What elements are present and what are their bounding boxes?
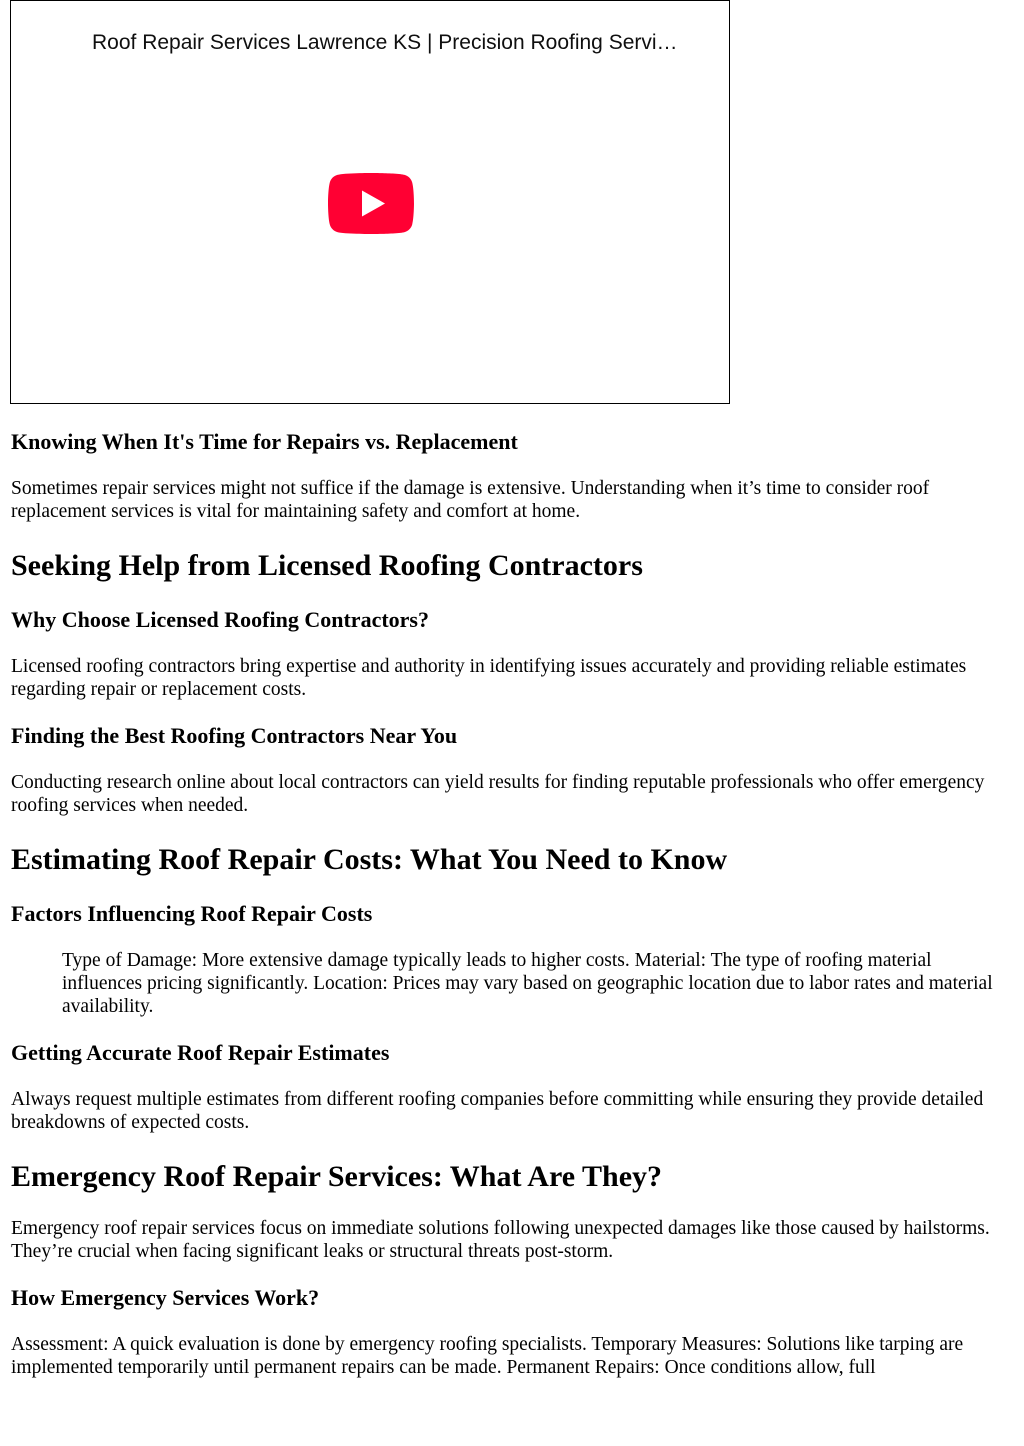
video-title[interactable]: Roof Repair Services Lawrence KS | Precision Roofing Servi… <box>92 31 678 54</box>
paragraph-repairs-vs-replacement: Sometimes repair services might not suffice if the damage is extensive. Understanding when it’s time to consider roof replacement services is vital for maintaining safety and comfort at home. <box>11 478 930 522</box>
heading-licensed-contractors: Seeking Help from Licensed Roofing Contractors <box>11 549 643 582</box>
article-content <box>11 428 996 1379</box>
heading-finding-contractors: Finding the Best Roofing Contractors Near You <box>11 723 458 748</box>
heading-cost-factors: Factors Influencing Roof Repair Costs <box>11 901 373 926</box>
video-embed[interactable] <box>10 0 730 404</box>
heading-repairs-vs-replacement: Knowing When It's Time for Repairs vs. Replacement <box>11 429 518 454</box>
paragraph-why-licensed: Licensed roofing contractors bring expertise and authority in identifying issues accurately and providing reliable estimates regarding repair or replacement costs. <box>11 656 967 700</box>
heading-emergency-services: Emergency Roof Repair Services: What Are They? <box>11 1160 663 1193</box>
blockquote-cost-factors: Type of Damage: More extensive damage typically leads to higher costs. Material: The type of roofing material influences pricing significantly. Location: Prices may vary based on geographic location due to labor rates and material availability. <box>62 950 993 1017</box>
heading-how-emergency-works: How Emergency Services Work? <box>11 1285 320 1310</box>
heading-estimating-costs: Estimating Roof Repair Costs: What You Need to Know <box>11 843 728 876</box>
paragraph-emergency-services: Emergency roof repair services focus on immediate solutions following unexpected damages like those caused by hailstorms. They’re crucial when facing significant leaks or structural threats post-storm. <box>11 1218 990 1262</box>
paragraph-how-emergency-works: Assessment: A quick evaluation is done by emergency roofing specialists. Temporary Measures: Solutions like tarping are implemented temporarily until permanent repairs can be made. Permanent Repairs: Once conditions allow, full <box>11 1334 964 1378</box>
heading-accurate-estimates: Getting Accurate Roof Repair Estimates <box>11 1040 390 1065</box>
paragraph-accurate-estimates: Always request multiple estimates from different roofing companies before committing while ensuring they provide detailed breakdowns of expected costs. <box>11 1089 984 1133</box>
heading-why-licensed: Why Choose Licensed Roofing Contractors? <box>11 607 429 632</box>
paragraph-finding-contractors: Conducting research online about local contractors can yield results for finding reputable professionals who offer emergency roofing services when needed. <box>11 772 985 816</box>
youtube-play-icon[interactable] <box>328 173 414 234</box>
